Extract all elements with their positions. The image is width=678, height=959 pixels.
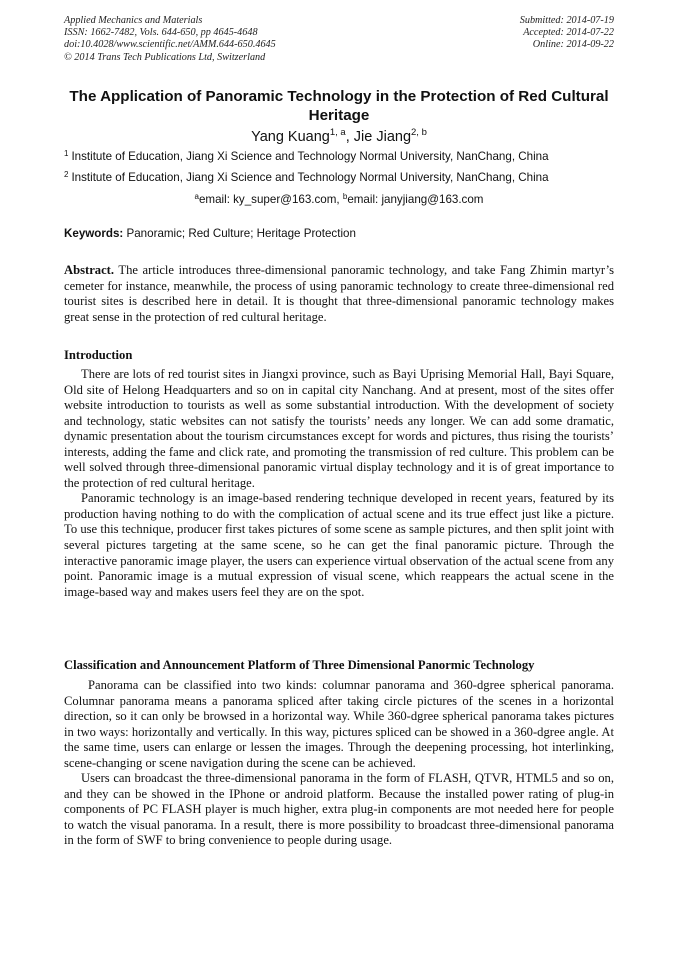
author-name: Jie Jiang (353, 129, 412, 145)
abstract-label: Abstract. (64, 263, 115, 277)
abstract-text: The article introduces three-dimensional panoramic technology, and take Fang Zhimin martyr’s cemeter for instance, meanwhile, the process of using panoramic technology to create three-dimensional red tourist sites is described here in detail. It is thought that three-dimensional panoramic technology makes great sense in the protection of red cultural heritage. (64, 263, 614, 324)
online-date: Online: 2014-09-22 (532, 39, 614, 51)
keywords-text: Panoramic; Red Culture; Heritage Protection (123, 227, 356, 240)
copyright-line: © 2014 Trans Tech Publications Ltd, Switzerland (64, 51, 266, 63)
section-heading: Classification and Announcement Platform of Three Dimensional Panormic Technology (64, 658, 535, 672)
section-body (64, 367, 614, 600)
affiliation-number: 2 (64, 170, 69, 179)
email-line (64, 193, 614, 207)
author-line (64, 128, 614, 146)
affiliation (64, 150, 624, 164)
email-superscript: b (342, 192, 348, 201)
paragraph: Panoramic technology is an image-based rendering technique developed in recent years, featured by its production having nothing to do with the complication of actual scene and its true effect just like a picture. To use this technique, producer first takes pictures of some scene as sample pictures, and then split joint with several pictures targeting at the same scene, so he can get the final panoramic picture. Through the interactive panoramic image player, the users can experience virtual observation of the actual scene from any point. Panoramic image is a mutual expression of visual scene, which reappears the actual scene in the image-based way and makes users feel they are on the spot. (64, 491, 614, 599)
email-text: email: janyjiang@163.com (347, 193, 484, 206)
keywords (64, 227, 614, 241)
accepted-date: Accepted: 2014-07-22 (523, 27, 614, 39)
author-name: Yang Kuang (251, 129, 330, 145)
email-text: email: ky_super@163.com, (198, 193, 343, 206)
paragraph: There are lots of red tourist sites in Jiangxi province, such as Bayi Uprising Memorial Hall, Bayi Square, Old site of Helong Headquarters and so on in capital city Nanchang. And at present, most of the sites offer website introduction to tourists as well as some substantial introduction. With the development of society and technology, static websites can not satisfy the tourists’ needs any longer. We can add some dramatic, dynamic presentation about the tourism circumstances except for words and pictures, thus rising the tourists’ interests, adding the fame and click rate, and promoting the transmission of red culture. This problem can be well solved through three-dimensional panoramic virtual display technology and it is of great importance to the protection of red cultural heritage. (64, 367, 614, 490)
section-heading: Introduction (64, 348, 133, 362)
submitted-date: Submitted: 2014-07-19 (519, 15, 614, 26)
paragraph: Panorama can be classified into two kinds: columnar panorama and 360-dgree spherical panorama. Columnar panorama means a panorama spliced after taking circle pictures of the scenes in a horizontal direction, so it can only be browsed in a horizontal way. While 360-dgree spherical panorama takes pictures in two ways: horizontally and vertically. In this way, pictures spliced can be showed in a 360-dgree angle. At the same time, users can enlarge or lessen the images. Through the deepening processing, hot interlinking, scene-changing or scene navigation during the scene can be achieved. (64, 678, 614, 770)
abstract (64, 263, 614, 325)
author-superscript: 1, a (329, 127, 346, 138)
affiliation (64, 171, 624, 185)
journal-name: Applied Mechanics and Materials (64, 15, 203, 26)
issn-line: ISSN: 1662-7482, Vols. 644-650, pp 4645-4648 (64, 27, 258, 39)
doi-line: doi:10.4028/www.scientific.net/AMM.644-650.4645 (64, 39, 276, 51)
author-separator: , (345, 129, 354, 145)
journal-info-header (64, 15, 276, 64)
affiliation-text: Institute of Education, Jiang Xi Science and Technology Normal University, NanChang, China (71, 171, 549, 184)
affiliation-text: Institute of Education, Jiang Xi Science and Technology Normal University, NanChang, China (71, 150, 549, 163)
section-body (64, 678, 614, 849)
keywords-label: Keywords: (64, 227, 124, 240)
paragraph: Users can broadcast the three-dimensional panorama in the form of FLASH, QTVR, HTML5 and so on, and they can be showed in the IPhone or android platform. Because the installed power rating of plug-in components of PC FLASH player is much higher, extra plug-in components are mot needed here for people to watch the visual panorama. In a result, there is more possibility to broadcast three-dimensional panorama in the form of SWF to bring convenience to people during usage. (64, 771, 614, 848)
author-superscript: 2, b (411, 127, 427, 138)
email-superscript: a (194, 192, 199, 201)
paper-title: The Application of Panoramic Technology in the Protection of Red Cultural Heritage (69, 88, 609, 124)
dates-header (520, 15, 614, 52)
affiliation-number: 1 (64, 149, 69, 158)
